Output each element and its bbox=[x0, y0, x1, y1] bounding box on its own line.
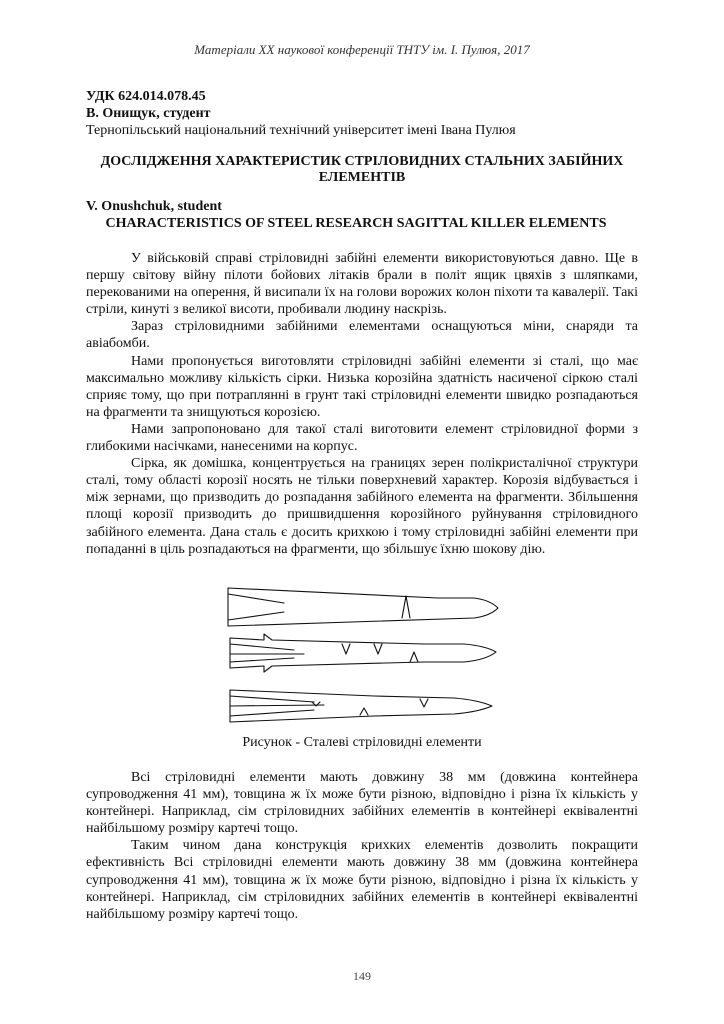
steel-flechettes-figure bbox=[224, 578, 500, 728]
article-meta bbox=[86, 88, 516, 139]
affiliation: Тернопільський національний технічний університет імені Івана Пулюя bbox=[86, 123, 516, 138]
paragraph: У військовій справі стріловидні забійні елементи використовуються давно. Ще в першу світову війну пілоти бойових літаків брали в політ ящик цвяхів з шляпками, перекованими на оперення, й висипали їх на голови ворожих колон піхоти та кавалерії. Такі стріли, кинуті з великої висоти, пробивали людину наскрізь. bbox=[86, 251, 638, 318]
author-ua: В. Онищук, студент bbox=[86, 106, 211, 121]
flechette-2 bbox=[230, 634, 496, 672]
title-ua: ДОСЛІДЖЕННЯ ХАРАКТЕРИСТИК СТРІЛОВИДНИХ СТАЛЬНИХ ЗАБІЙНИХ ЕЛЕМЕНТІВ bbox=[100, 154, 624, 185]
paragraph: Нами пропонується виготовляти стріловидні забійні елементи зі сталі, що має максимально можливу кількість сірки. Низька корозійна здатність насиченої сіркою сталі сприяє тому, що при потраплянні в грунт такі стріловидні елементи швидко розпадаються на фрагменти та знищуються корозією. bbox=[86, 353, 638, 420]
figure-caption: Рисунок - Сталеві стріловидні елементи bbox=[242, 735, 482, 750]
running-header: Матеріали ХХ наукової конференції ТНТУ ім. І. Пулюя, 2017 bbox=[194, 42, 530, 57]
flechette-3 bbox=[230, 690, 492, 722]
english-block bbox=[86, 198, 646, 232]
body-text-top bbox=[86, 250, 638, 558]
body-text-bottom bbox=[86, 769, 638, 923]
paragraph: Таким чином дана конструкція крихких елементів дозволить покращити ефективність Всі стріловидні елементи мають довжину 38 мм (довжина контейнера супроводження 41 мм), товщина ж їх може бути різною, відповідно і різна їх кількість у контейнері. Наприклад, сім стріловидних забійних елементів в контейнері еквівалентні найбільшому розміру картечі тощо. bbox=[86, 838, 638, 922]
author-en: V. Onushchuk, student bbox=[86, 199, 222, 214]
paragraph: Нами запропоновано для такої сталі виготовити елемент стріловидної форми з глибокими насічками, нанесеними на корпус. bbox=[86, 421, 638, 455]
paragraph: Зараз стріловидними забійними елементами оснащуються міни, снаряди та авіабомби. bbox=[86, 319, 638, 352]
title-en: CHARACTERISTICS OF STEEL RESEARCH SAGITTAL KILLER ELEMENTS bbox=[105, 216, 607, 231]
flechette-1 bbox=[228, 588, 498, 626]
paragraph: Всі стріловидні елементи мають довжину 38 мм (довжина контейнера супроводження 41 мм), товщина ж їх може бути різною, відповідно і різна їх кількість у контейнері. Наприклад, сім стріловидних забійних елементів в контейнері еквівалентні найбільшому розміру картечі тощо. bbox=[86, 770, 638, 837]
paragraph: Сірка, як домішка, концентрується на границях зерен полікристалічної структури сталі, тому області корозії носять не тільки поверхневий характер. Корозія відбувається і між зернами, що призводить до розпадання забійного елемента на фрагменти. Збільшення площі корозії призводить до пришвидшення корозійного руйнування стріловидного забійного елемента. Дана сталь є досить крихкою і тому стріловидні забійні елементи при попаданні в ціль розпадаються на фрагменти, що збільшує їхню шокову дію. bbox=[86, 456, 638, 557]
page-number: 149 bbox=[353, 969, 371, 983]
udc-code: УДК 624.014.078.45 bbox=[86, 89, 206, 104]
